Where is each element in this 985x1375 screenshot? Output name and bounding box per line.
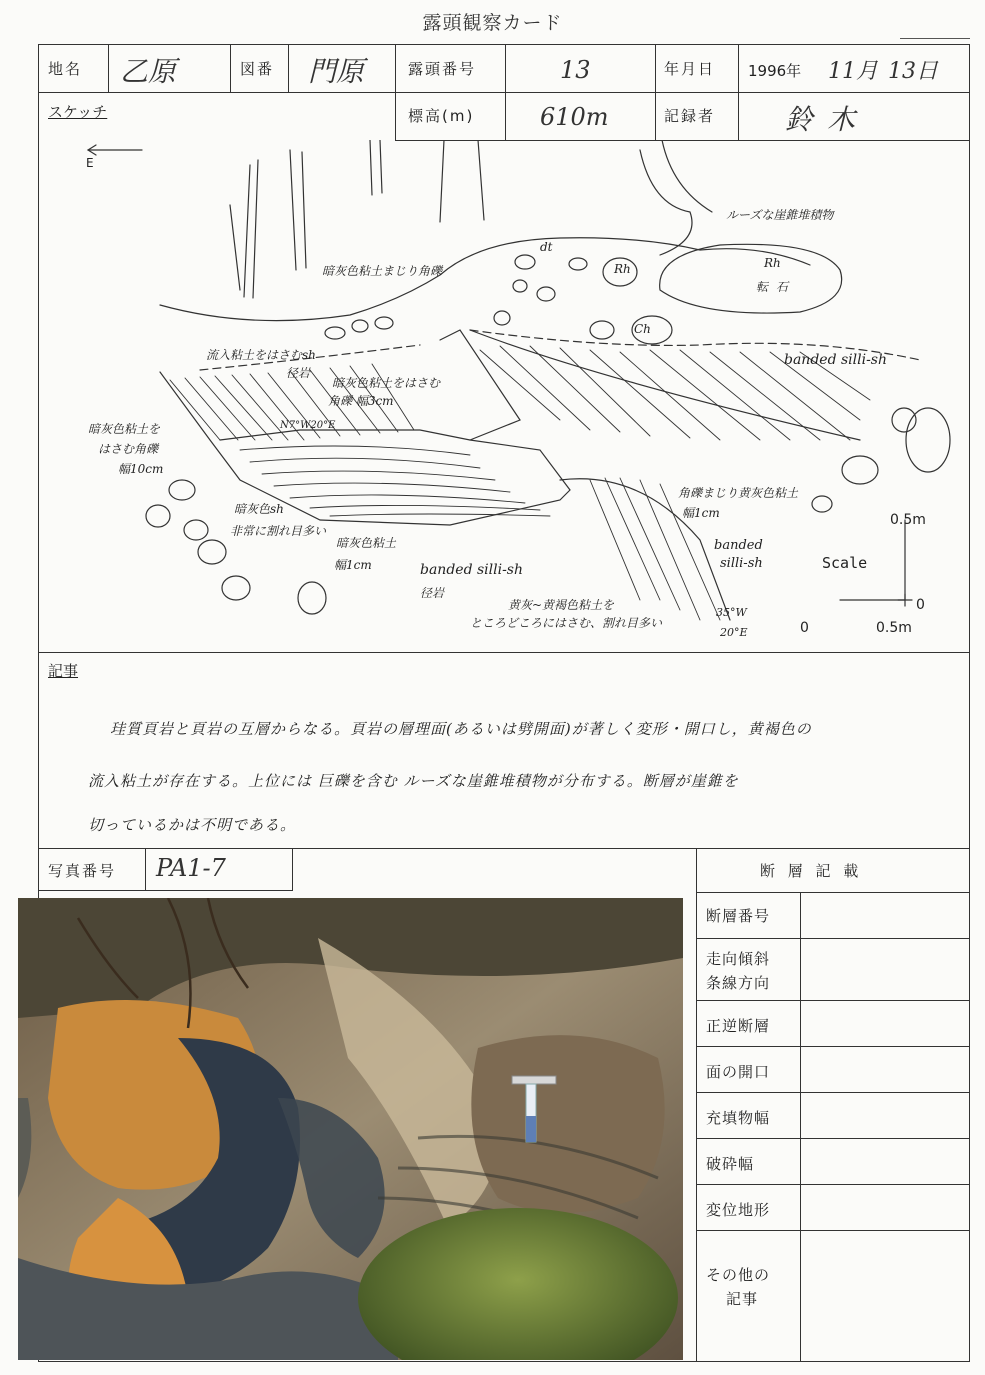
fault-label-opening: 面の開口: [706, 1063, 771, 1081]
ann-many-cracks: 非常に割れ目多い: [230, 524, 327, 538]
fault-label-notes: 記事: [726, 1290, 759, 1308]
scale-top: 0.5m: [890, 512, 926, 528]
fault-label-number: 断層番号: [706, 907, 771, 925]
photo-col-1: [145, 848, 146, 890]
recorder-value: 鈴木: [785, 103, 870, 136]
tree-trunk-5: [440, 140, 484, 222]
date-label: 年月日: [664, 60, 716, 78]
outcrop-photo: [18, 898, 683, 1360]
fault-label-striation: 条線方向: [706, 974, 771, 992]
fault-label-type: 正逆断層: [706, 1017, 771, 1035]
ann-hard-rock: 径岩: [286, 366, 311, 380]
ann-gravel-width: 角礫 幅3cm: [328, 394, 394, 408]
scale-zero-h: 0: [800, 620, 809, 636]
ann-dark-clay: 暗灰色粘土: [336, 536, 397, 550]
header-col-3: [288, 44, 289, 92]
fault-col-mid: [800, 892, 801, 1362]
notes-line-3: 切っているかは不明である。: [88, 816, 297, 834]
outcrop-no-label: 露頭番号: [408, 60, 477, 78]
scale-zero-v: 0: [916, 597, 925, 613]
ann-width-1cm-b: 幅1cm: [682, 506, 720, 520]
ann-gravel-yellow-clay: 角礫まじり黄灰色粘土: [678, 486, 799, 500]
elevation-label: 標高(m): [408, 107, 475, 125]
scale-label: Scale: [822, 554, 868, 572]
tree-trunk-3: [290, 150, 306, 270]
date-year: 1996年: [748, 62, 802, 80]
fault-col-left: [696, 848, 697, 1362]
fault-label-filling: 充填物幅: [706, 1109, 771, 1127]
sketch-label: スケッチ: [48, 103, 108, 121]
ann-banded-lower-2: silli-sh: [720, 556, 763, 571]
ann-clay-gravel: 暗灰色粘土をはさむ: [332, 376, 441, 390]
ann-dark-sh: 暗灰色sh: [234, 502, 284, 516]
header-col-1: [108, 44, 109, 92]
ann-yellow-brown-clay-2: ところどころにはさむ、割れ目多い: [470, 616, 663, 630]
place-value: 乙原: [120, 55, 177, 88]
ann-strike: N7°W20°E: [280, 420, 336, 431]
header-col-2: [230, 44, 231, 92]
map-value: 門原: [308, 55, 365, 88]
fault-row-6: [696, 1184, 970, 1185]
photo-value: PA1-7: [156, 854, 226, 882]
ann-dip-2: 20°E: [720, 626, 748, 639]
fault-label-landform: 変位地形: [706, 1201, 771, 1219]
ann-width-1cm-a: 幅1cm: [334, 558, 372, 572]
header-col-4: [395, 44, 396, 140]
tree-trunk-1: [244, 160, 258, 298]
fault-label-other: その他の: [706, 1266, 771, 1284]
ann-dark-clay-gravel: 暗灰色粘土を: [88, 422, 161, 436]
ann-banded-center: banded silli-sh: [420, 562, 524, 578]
notes-divider: [38, 652, 970, 653]
header-col-7: [738, 44, 739, 140]
ann-ch: Ch: [634, 322, 651, 336]
fault-label-strike: 走向傾斜: [706, 950, 771, 968]
recorder-label: 記録者: [664, 107, 716, 125]
ann-sandwich-gravel: はさむ角礫: [98, 442, 159, 456]
fault-row-2: [696, 1000, 970, 1001]
root-2: [662, 140, 712, 212]
talus-outline: [160, 238, 810, 321]
date-day: 13日: [888, 59, 938, 84]
photo-label: 写真番号: [48, 862, 117, 880]
date-month: 11月: [828, 59, 878, 84]
card-title: 露頭観察カード: [422, 12, 563, 34]
photo-divider: [38, 848, 970, 849]
ann-rolling-stone: 転石: [756, 280, 797, 294]
ann-banded-lower-1: banded: [714, 538, 763, 553]
fault-label-crush: 破砕幅: [706, 1155, 755, 1173]
ann-rh-2: Rh: [764, 256, 781, 270]
ann-rh-1: Rh: [614, 262, 631, 276]
map-label: 図番: [240, 60, 275, 78]
notes-line-2: 流入粘土が存在する。上位には 巨礫を含む ルーズな崖錐堆積物が分布する。断層が崖錐を: [88, 772, 739, 790]
fault-row-5: [696, 1138, 970, 1139]
photo-row-bottom: [38, 890, 293, 891]
outcrop-no-value: 13: [560, 56, 591, 84]
header-col-5: [505, 44, 506, 140]
fault-title: 断 層 記 載: [760, 862, 863, 880]
ann-inflow-clay: 流入粘土をはさむsh: [206, 348, 316, 362]
ann-angular-gravel-clay: 暗灰色粘土まじり角礫: [322, 264, 443, 278]
root-1: [640, 150, 692, 255]
elevation-value: 610m: [540, 103, 609, 131]
fault-row-0: [696, 892, 970, 893]
header-col-6: [655, 44, 656, 140]
ann-width-10cm: 幅10cm: [118, 462, 164, 476]
scale-right: 0.5m: [876, 620, 912, 636]
tree-trunk-2: [230, 205, 240, 290]
photo-col-2: [292, 848, 293, 890]
title-rule: [900, 38, 970, 39]
notes-label: 記事: [48, 662, 79, 680]
place-label: 地名: [48, 60, 83, 78]
ann-dip-1: 35°W: [716, 606, 747, 619]
direction-label: E: [86, 156, 94, 170]
ann-hard-rock-2: 径岩: [420, 586, 445, 600]
ann-dt: dt: [540, 240, 553, 254]
ann-loose-talus: ルーズな崖錐堆積物: [726, 208, 834, 222]
fault-row-7: [696, 1230, 970, 1231]
fault-wedge: [440, 330, 520, 440]
notes-line-1: 珪質頁岩と頁岩の互層からなる。頁岩の層理面(あるいは劈開面)が著しく変形・開口し，黄褐色の: [110, 720, 812, 738]
fault-row-3: [696, 1046, 970, 1047]
fault-row-1: [696, 938, 970, 939]
fault-row-4: [696, 1092, 970, 1093]
header-divider-1: [38, 92, 970, 93]
upper-bedding-edge: [470, 330, 860, 440]
ann-banded-right: banded silli-sh: [784, 352, 888, 368]
boulder-rh: [660, 244, 842, 313]
ann-yellow-brown-clay: 黄灰~黄褐色粘土を: [508, 598, 615, 612]
tree-trunk-4: [370, 140, 382, 195]
